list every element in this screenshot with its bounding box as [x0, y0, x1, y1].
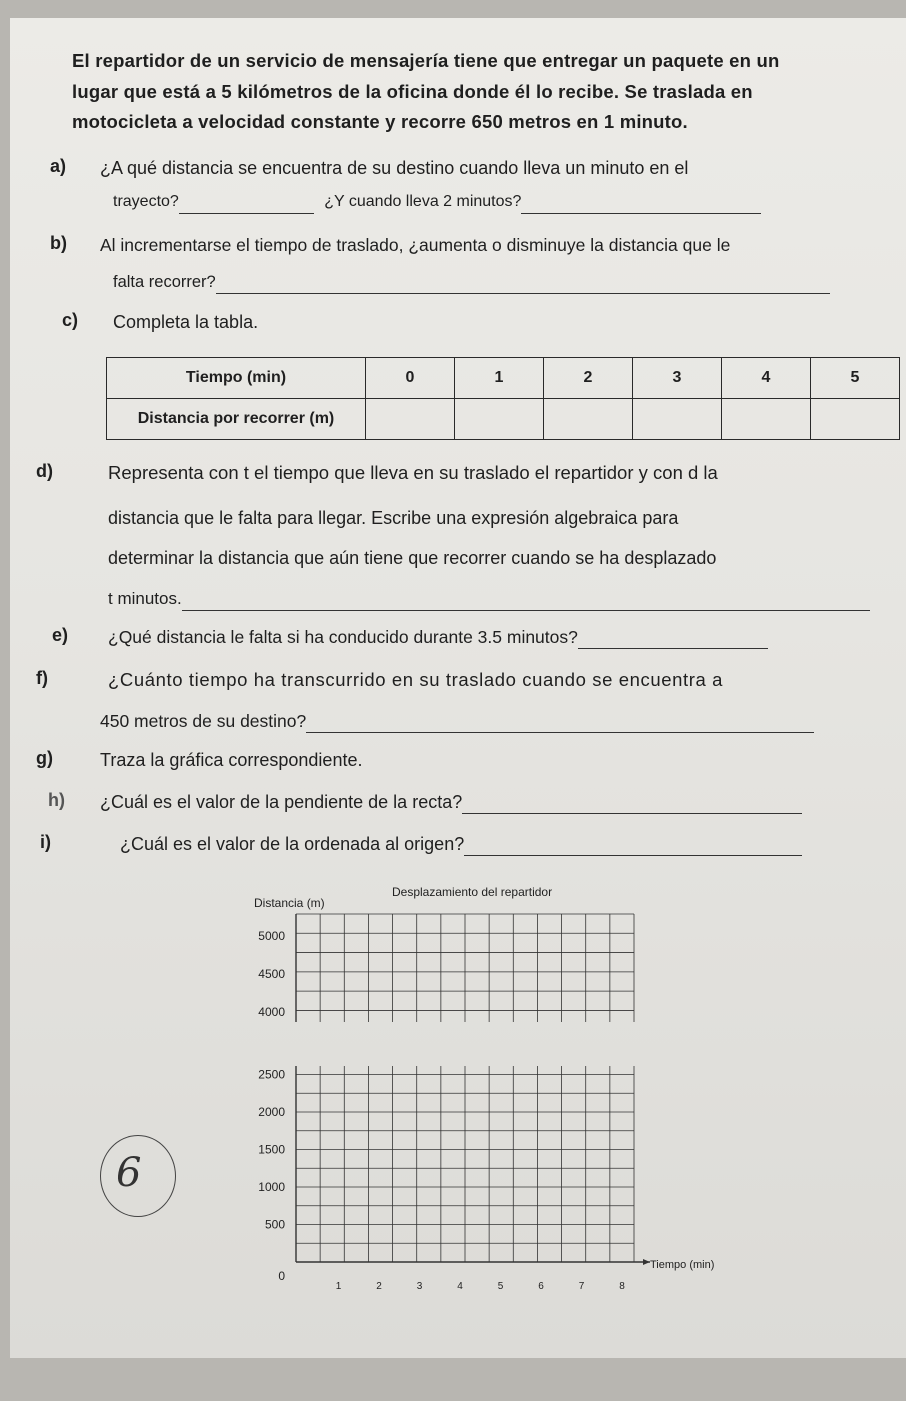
label-a: a)	[50, 156, 67, 176]
chart-x-tick-label: 5	[497, 1281, 504, 1292]
chart-x-tick-label: 6	[538, 1281, 544, 1292]
chart-y-tick-label: 4000	[258, 1005, 285, 1019]
chart-x-axis-label: Tiempo (min)	[650, 1259, 715, 1271]
chart-x-tick-label: 2	[376, 1281, 382, 1292]
chart-x-axis-arrow	[643, 1259, 650, 1265]
question-h-text: ¿Cuál es el valor de la pendiente de la recta?	[100, 792, 463, 812]
label-h: h)	[48, 790, 65, 810]
question-a-line1: ¿A qué distancia se encuentra de su destino cuando lleva un minuto en el	[100, 158, 689, 178]
table-time-cell: 4	[722, 358, 811, 399]
label-d: d)	[36, 461, 53, 481]
question-f-line1: ¿Cuánto tiempo ha transcurrido en su traslado cuando se encuentra a	[108, 669, 724, 690]
question-i-text: ¿Cuál es el valor de la ordenada al origen?	[120, 834, 465, 854]
chart-y-tick-label: 1000	[258, 1180, 285, 1194]
margin-note-number: 6	[116, 1150, 142, 1196]
chart-x-tick-label: 7	[578, 1281, 585, 1292]
intro-line-2: lugar que está a 5 kilómetros de la oficina donde él lo recibe. Se traslada en	[72, 81, 753, 102]
table-header-time: Tiempo (min)	[107, 358, 366, 399]
chart-grid	[296, 914, 650, 1265]
label-e: e)	[52, 625, 69, 645]
table-time-cell: 5	[811, 358, 900, 399]
chart-x-tick-label: 3	[416, 1281, 423, 1292]
chart-x-tick-label: 8	[619, 1281, 625, 1292]
question-a-part2: ¿Y cuando lleva 2 minutos?	[324, 193, 522, 210]
table-time-cell: 3	[633, 358, 722, 399]
chart-y-tick-label: 5000	[258, 929, 285, 943]
chart-y-tick-label: 2500	[258, 1067, 285, 1082]
chart-y-axis-label: Distancia (m)	[254, 896, 325, 910]
question-a-part1: trayecto?	[113, 193, 179, 210]
question-g-text: Traza la gráfica correspondiente.	[100, 750, 363, 770]
question-b-line1: Al incrementarse el tiempo de traslado, ¿aumenta o disminuye la distancia que le	[100, 235, 731, 255]
question-d-line2: distancia que le falta para llegar. Escribe una expresión algebraica para	[108, 508, 679, 528]
chart-y-tick-label: 4500	[258, 967, 285, 981]
question-d-text: t minutos.	[108, 589, 182, 608]
question-d-line3: determinar la distancia que aún tiene que recorrer cuando se ha desplazado	[108, 548, 717, 568]
question-c-text: Completa la tabla.	[113, 312, 259, 332]
table-time-cell: 1	[455, 358, 544, 399]
chart-y-tick-label: 500	[264, 1217, 285, 1232]
table-time-cell: 2	[544, 358, 633, 399]
chart-tick-labels	[258, 929, 625, 1292]
question-f-text: 450 metros de su destino?	[100, 711, 307, 731]
label-i: i)	[40, 832, 51, 852]
chart-y-tick-label: 2000	[258, 1105, 285, 1119]
chart-x-tick-label: 4	[457, 1281, 463, 1292]
intro-line-1: El repartidor de un servicio de mensajería tiene que entregar un paquete en un	[72, 50, 780, 71]
question-d-line1: Representa con t el tiempo que lleva en su traslado el repartidor y con d la	[108, 462, 718, 483]
chart-title: Desplazamiento del repartidor	[392, 885, 553, 899]
question-e-text: ¿Qué distancia le falta si ha conducido durante 3.5 minutos?	[108, 627, 578, 647]
label-f: f)	[36, 668, 48, 688]
question-b-text: falta recorrer?	[113, 273, 216, 291]
label-b: b)	[50, 233, 67, 253]
chart-x-tick-label: 1	[335, 1281, 342, 1292]
intro-line-3: motocicleta a velocidad constante y recorre 650 metros en 1 minuto.	[72, 111, 688, 132]
label-g: g)	[36, 748, 53, 768]
chart-y-tick-label: 1500	[258, 1142, 285, 1157]
label-c: c)	[62, 310, 79, 330]
chart-y-tick-label: 0	[278, 1269, 285, 1283]
table-time-cell: 0	[366, 358, 455, 399]
table-header-distance: Distancia por recorrer (m)	[107, 399, 366, 440]
